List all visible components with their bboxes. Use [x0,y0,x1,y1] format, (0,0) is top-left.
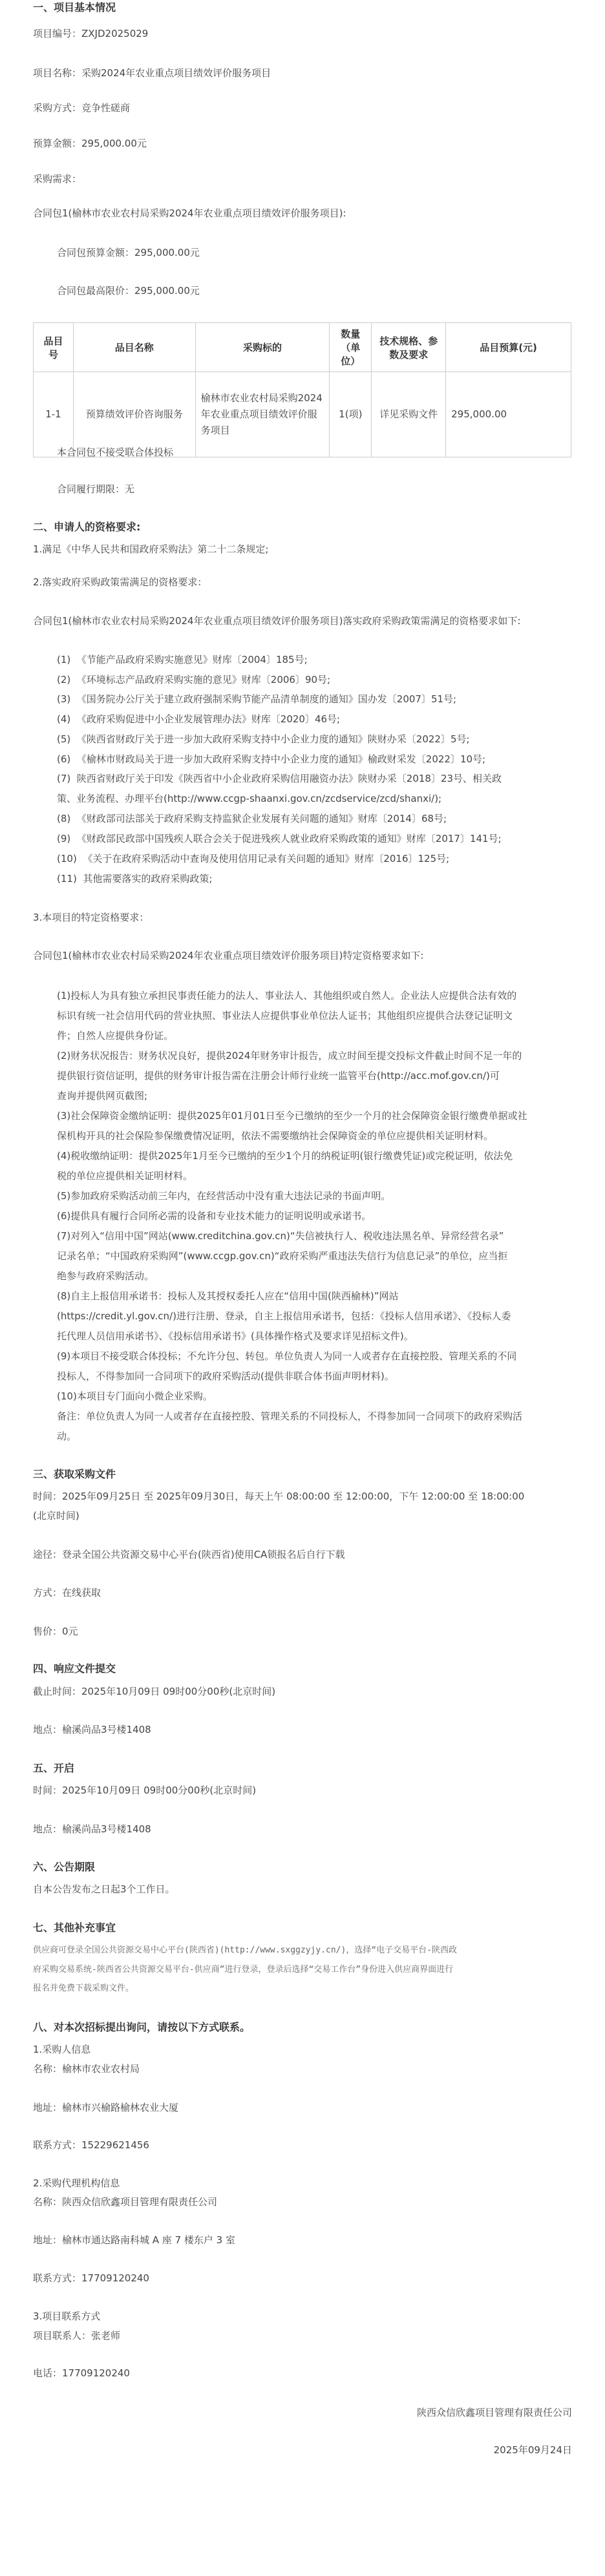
policy-item: (11) 其他需要落实的政府采购政策; [57,873,213,885]
specific-requirement-line: (9)本项目不接受联合体投标；不允许分包、转包。单位负责人为同一人或者存在直接控股、管理关系的不同 [57,1350,517,1362]
specific-requirement-line: (7)对列入“信用中国”网站(www.creditchina.gov.cn)“失信被执行人、税收违法黑名单、异常经营名录” [57,1230,504,1242]
specific-requirement-line: 托代理人员信用承诺书》、《投标信用承诺书》(具体操作格式及要求详见招标文件)。 [57,1330,414,1342]
specific-requirement-line: 动。 [57,1430,77,1442]
agency-phone: 联系方式：17709120240 [33,2272,149,2284]
contract-package-title: 合同包1(榆林市农业农村局采购2024年农业重点项目绩效评价服务项目): [33,207,346,219]
section-3-title: 三、获取采购文件 [33,1468,116,1480]
agency-name: 名称：陕西众信欣鑫项目管理有限责任公司 [33,2196,218,2208]
table-cell: 1(项) [330,372,372,457]
document-obtain-time-note: (北京时间) [33,1510,80,1522]
project-contact-phone: 电话：17709120240 [33,2367,130,2379]
policy-item: (8) 《财政部司法部关于政府采购支持监狱企业发展有关问题的通知》财库〔2014〕68号; [57,813,447,824]
document-price: 售价：0元 [33,1626,78,1637]
agency-info-title: 2.采购代理机构信息 [33,2177,120,2189]
project-name: 项目名称：采购2024年农业重点项目绩效评价服务项目 [33,67,271,79]
document-obtain-channel: 途径：登录全国公共资源交易中心平台(陕西省)使用CA锁报名后自行下载 [33,1549,345,1560]
budget-amount: 预算金额：295,000.00元 [33,138,147,149]
document-obtain-time: 时间：2025年09月25日 至 2025年09月30日，每天上午 08:00:00 至 12:00:00，下午 12:00:00 至 18:00:00 [33,1491,525,1502]
submission-deadline: 截止时间：2025年10月09日 09时00分00秒(北京时间) [33,1686,276,1697]
specific-requirement-line: 标识有统一社会信用代码的营业执照、事业法人应提供事业单位法人证书；其他组织应提供合法登记证明文 [57,1010,513,1021]
table-row [34,372,571,457]
specific-requirement-line: (10)本项目专门面向小微企业采购。 [57,1390,213,1402]
policy-item: (5) 《陕西省财政厅关于进一步加大政府采购支持中小企业力度的通知》陕财办采〔2022〕5号; [57,733,470,745]
policy-item: (2) 《环境标志产品政府采购实施的意见》财库〔2006〕90号; [57,674,331,686]
contract-term: 合同履行期限：无 [57,483,135,495]
column-header: 品目号 [34,323,74,372]
specific-requirement-line: 件；自然人应提供身份证。 [57,1030,174,1042]
policy-item: (9) 《财政部民政部中国残疾人联合会关于促进残疾人就业政府采购政策的通知》财库〔2017〕141号; [57,833,502,844]
column-header: 采购标的 [195,323,330,372]
footer-company: 陕西众信欣鑫项目管理有限责任公司 [416,2407,572,2418]
agency-address: 地址：榆林市通达路南科城 A 座 7 楼东户 3 室 [33,2234,235,2246]
column-header: 品目名称 [73,323,195,372]
package-budget: 合同包预算金额：295,000.00元 [57,247,200,258]
footer-date: 2025年09月24日 [493,2444,572,2456]
specific-requirement-line: 提供银行资信证明，提供的财务审计报告需在注册会计师行业统一监管平台(http://acc.mof.gov.cn/)可 [57,1070,500,1082]
qualification-item-1: 1.满足《中华人民共和国政府采购法》第二十二条规定; [33,543,269,555]
policy-item: (6) 《榆林市财政局关于进一步加大政府采购支持中小企业力度的通知》榆政财采发〔2022〕10号; [57,753,486,765]
project-number: 项目编号：ZXJD2025029 [33,28,149,39]
specific-requirement-line: (8)自主上报信用承诺书：投标人及其授权委托人应在“信用中国(陕西榆林)”网站 [57,1290,399,1302]
section-4-title: 四、响应文件提交 [33,1662,116,1675]
table-cell: 295,000.00 [446,372,571,457]
column-header: 品目预算(元) [446,323,571,372]
section-2-title: 二、申请人的资格要求: [33,521,141,533]
policy-item: (7) 陕西省财政厅关于印发《陕西省中小企业政府采购信用融资办法》陕财办采〔2018〕23号、相关政 [57,773,502,784]
supplementary-line: 报名并免费下载采购文件。 [33,1984,134,1993]
supplementary-line: 供应商可登录全国公共资源交易中心平台(陕西省)(http://www.sxggzyjy.cn/)，选择“电子交易平台-陕西政 [33,1945,457,1955]
specific-requirement-line: (6)提供具有履行合同所必需的设备和专业技术能力的证明说明或承诺书。 [57,1210,372,1222]
specific-requirement-line: (3)社会保障资金缴纳证明：提供2025年01月01日至今已缴纳的至少一个月的社会保障资金银行缴费单据或社 [57,1110,527,1122]
specific-requirement-line: (https://credit.yl.gov.cn/)进行注册、登录，自主上报信用承诺书，包括：《投标人信用承诺》、《投标人委 [57,1310,511,1322]
section-5-title: 五、开启 [33,1762,75,1774]
specific-package-intro: 合同包1(榆林市农业农村局采购2024年农业重点项目绩效评价服务项目)特定资格要求如下: [33,950,424,961]
procurement-method: 采购方式：竞争性磋商 [33,102,131,114]
specific-requirement-line: 查询并提供网页截图; [57,1090,148,1102]
specific-requirement-line: 绝参与政府采购活动。 [57,1270,154,1282]
table-cell: 详见采购文件 [372,372,446,457]
no-consortium-note: 本合同包不接受联合体投标 [57,446,174,458]
buyer-address: 地址：榆林市兴榆路榆林农业大厦 [33,2102,179,2113]
supplementary-line: 府采购交易系统-陕西省公共资源交易平台-供应商”进行登录，登录后选择“交易工作台”身份进入供应商界面进行 [33,1965,454,1974]
table-header-row [34,323,571,372]
submission-place: 地点：榆溪尚品3号楼1408 [33,1724,151,1735]
opening-place: 地点：榆溪尚品3号楼1408 [33,1823,151,1835]
specific-requirement-line: 保机构开具的社会保险参保缴费情况证明，依法不需要缴纳社会保障资金的单位应提供相关证明材料。 [57,1130,494,1142]
qualification-item-3: 3.本项目的特定资格要求： [33,912,149,923]
section-7-title: 七、其他补充事宜 [33,1922,116,1934]
section-1-title: 一、项目基本情况 [33,1,116,14]
procurement-requirement-label: 采购需求： [33,173,82,185]
section-8-title: 八、对本次招标提出询问，请按以下方式联系。 [33,2021,251,2033]
section-6-title: 六、公告期限 [33,1861,96,1873]
policy-item: (3) 《国务院办公厅关于建立政府强制采购节能产品清单制度的通知》国办发〔2007〕51号; [57,693,457,705]
project-contact-title: 3.项目联系方式 [33,2310,101,2322]
specific-requirement-line: (4)税收缴纳证明：提供2025年1月至今已缴纳的至少1个月的纳税证明(银行缴费凭证)或完税证明，依法免 [57,1150,513,1162]
specific-requirement-line: 投标人，不得参加同一合同项下的政府采购活动(提供非联合体书面声明材料)。 [57,1370,394,1382]
document-obtain-mode: 方式：在线获取 [33,1587,101,1598]
specific-requirement-line: (5)参加政府采购活动前三年内，在经营活动中没有重大违法记录的书面声明。 [57,1190,391,1202]
specific-requirement-line: 备注：单位负责人为同一人或者存在直接控股、管理关系的不同投标人，不得参加同一合同项下的政府采购活 [57,1410,523,1422]
table-cell: 1-1 [34,372,74,457]
policy-item-continued: 策、业务流程、办理平台(http://www.ccgp-shaanxi.gov.cn/zcdservice/zcd/shanxi/); [57,793,442,804]
policy-item: (10) 《关于在政府采购活动中查询及使用信用记录有关问题的通知》财库〔2016〕125号; [57,853,450,864]
specific-requirement-line: 税的单位应提供相关证明材料。 [57,1170,193,1182]
table-cell: 预算绩效评价咨询服务 [73,372,195,457]
policy-item: (4) 《政府采购促进中小企业发展管理办法》财库〔2020〕46号; [57,713,341,725]
policy-item: (1) 《节能产品政府采购实施意见》财库〔2004〕185号; [57,654,308,665]
column-header: 技术规格、参数及要求 [372,323,446,372]
specific-requirement-line: (1)投标人为具有独立承担民事责任能力的法人、事业法人、其他组织或自然人。企业法人应提供合法有效的 [57,990,517,1001]
package-max-price: 合同包最高限价：295,000.00元 [57,285,200,297]
announcement-period: 自本公告发布之日起3个工作日。 [33,1883,175,1895]
buyer-phone: 联系方式：15229621456 [33,2139,149,2151]
column-header: 数量（单位） [330,323,372,372]
buyer-name: 名称：榆林市农业农村局 [33,2063,140,2075]
specific-requirement-line: 记录名单；“中国政府采购网”(www.ccgp.gov.cn)“政府采购严重违法失信行为信息记录”的单位，应当拒 [57,1250,508,1262]
policy-package-intro: 合同包1(榆林市农业农村局采购2024年农业重点项目绩效评价服务项目)落实政府采购政策需满足的资格要求如下: [33,615,521,627]
buyer-info-title: 1.采购人信息 [33,2044,91,2055]
qualification-item-2: 2.落实政府采购政策需满足的资格要求： [33,576,207,588]
table-cell: 榆林市农业农村局采购2024年农业重点项目绩效评价服务项目 [195,372,330,457]
specific-requirement-line: (2)财务状况报告：财务状况良好，提供2024年财务审计报告，成立时间至提交投标文件截止时间不足一年的 [57,1050,522,1062]
project-contact-person: 项目联系人：张老师 [33,2330,121,2341]
item-table [33,322,571,457]
opening-time: 时间：2025年10月09日 09时00分00秒(北京时间) [33,1785,257,1796]
